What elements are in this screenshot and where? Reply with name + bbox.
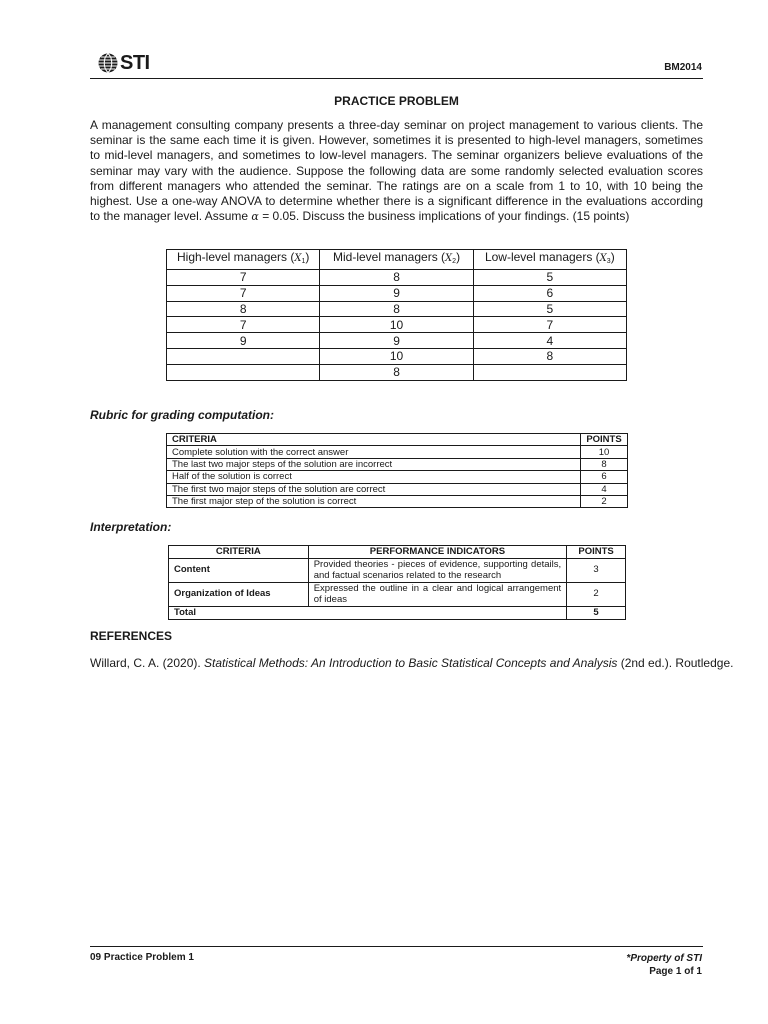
globe-icon <box>97 52 119 74</box>
table-row <box>167 317 627 333</box>
logo-text: STI <box>120 52 150 74</box>
table-cell: 4 <box>473 333 626 349</box>
rubric-points: 6 <box>581 471 628 483</box>
table-cell: 8 <box>320 364 473 380</box>
total-row <box>169 607 626 620</box>
footer-property: *Property of STI <box>626 953 702 964</box>
footer-right <box>626 952 702 978</box>
table-row <box>167 483 628 495</box>
rubric-criteria: The last two major steps of the solution are incorrect <box>167 458 581 470</box>
alpha-symbol: α <box>251 210 259 224</box>
footer-page-number: Page 1 of 1 <box>649 966 702 977</box>
rubric-points: 10 <box>581 446 628 458</box>
table-row <box>167 458 628 470</box>
rubric-criteria: The first major step of the solution is correct <box>167 495 581 507</box>
rubric-criteria: Complete solution with the correct answer <box>167 446 581 458</box>
table-cell: 5 <box>473 301 626 317</box>
reference-entry: Willard, C. A. (2020). Statistical Methods: An Introduction to Basic Statistical Concepts and Analysis (2nd ed.). Routledge. <box>90 656 734 670</box>
table-row <box>167 364 627 380</box>
table-row <box>169 583 626 607</box>
interp-indicators-header: PERFORMANCE INDICATORS <box>308 546 566 559</box>
table-cell: 9 <box>320 285 473 301</box>
table-cell: 8 <box>167 301 320 317</box>
table-cell: 9 <box>167 333 320 349</box>
rubric-criteria-header: CRITERIA <box>167 434 581 446</box>
sti-logo <box>97 52 150 74</box>
table-cell: 7 <box>167 270 320 286</box>
interpretation-header-row <box>169 546 626 559</box>
total-label: Total <box>169 607 567 620</box>
table-row <box>167 333 627 349</box>
rubric-points: 8 <box>581 458 628 470</box>
table-cell: 6 <box>473 285 626 301</box>
references-heading: REFERENCES <box>90 629 173 643</box>
table-row <box>167 446 628 458</box>
table-row <box>167 301 627 317</box>
table-cell: 9 <box>320 333 473 349</box>
rubric-table <box>166 433 628 508</box>
header-high-level: High-level managers $(X_1)$ <box>167 250 320 270</box>
table-cell: 7 <box>473 317 626 333</box>
header-low-level: Low-level managers $(X_3)$ <box>473 250 626 270</box>
interpretation-heading: Interpretation: <box>90 520 172 534</box>
reference-book-title: Statistical Methods: An Introduction to Basic Statistical Concepts and Analysis <box>204 656 618 670</box>
total-points: 5 <box>567 607 626 620</box>
interp-criteria-header: CRITERIA <box>169 546 309 559</box>
table-cell: 7 <box>167 317 320 333</box>
interp-indicator: Provided theories - pieces of evidence, supporting details, and factual scenarios related to the research <box>308 559 566 583</box>
interp-points: 3 <box>567 559 626 583</box>
interp-criteria: Content <box>169 559 309 583</box>
rubric-heading: Rubric for grading computation: <box>90 408 274 422</box>
rubric-criteria: Half of the solution is correct <box>167 471 581 483</box>
table-cell <box>473 364 626 380</box>
rubric-points: 2 <box>581 495 628 507</box>
footer-divider <box>90 946 703 947</box>
table-cell: 8 <box>320 301 473 317</box>
page-title: PRACTICE PROBLEM <box>334 94 459 108</box>
rubric-points-header: POINTS <box>581 434 628 446</box>
table-row <box>167 495 628 507</box>
interp-criteria: Organization of Ideas <box>169 583 309 607</box>
interp-points-header: POINTS <box>567 546 626 559</box>
table-row <box>169 559 626 583</box>
table-cell: 10 <box>320 317 473 333</box>
table-cell: 8 <box>320 270 473 286</box>
table-row <box>167 471 628 483</box>
interp-indicator: Expressed the outline in a clear and logical arrangement of ideas <box>308 583 566 607</box>
table-cell <box>167 364 320 380</box>
table-cell: 5 <box>473 270 626 286</box>
table-cell: 10 <box>320 348 473 364</box>
table-row <box>167 348 627 364</box>
table-cell <box>167 348 320 364</box>
table-cell: 7 <box>167 285 320 301</box>
footer-document-title: 09 Practice Problem 1 <box>90 952 194 963</box>
rubric-criteria: The first two major steps of the solution are correct <box>167 483 581 495</box>
header-mid-level: Mid-level managers $(X_2)$ <box>320 250 473 270</box>
document-code: BM2014 <box>664 62 702 73</box>
rubric-header-row <box>167 434 628 446</box>
header-divider <box>90 78 703 79</box>
problem-statement: A management consulting company presents a three-day seminar on project management to various clients. The seminar is the same each time it is given. However, sometimes it is presented to high-level managers, sometimes to mid-level managers, and sometimes to low-level managers. The seminar organizers believe evaluations of the seminar may vary with the audience. Suppose the following data are some randomly selected evaluation scores from different managers who attended the seminar. The ratings are on a scale from 1 to 10, with 10 being the highest. Use a one-way ANOVA to determine whether there is a significant difference in the evaluations according to the manager level. Assume α = 0.05. Discuss the business implications of your findings. (15 points) <box>90 118 703 224</box>
table-cell: 8 <box>473 348 626 364</box>
data-table-header <box>167 250 627 270</box>
rubric-points: 4 <box>581 483 628 495</box>
interp-points: 2 <box>567 583 626 607</box>
interpretation-table <box>168 545 626 620</box>
table-row <box>167 270 627 286</box>
data-table <box>166 249 627 381</box>
table-row <box>167 285 627 301</box>
